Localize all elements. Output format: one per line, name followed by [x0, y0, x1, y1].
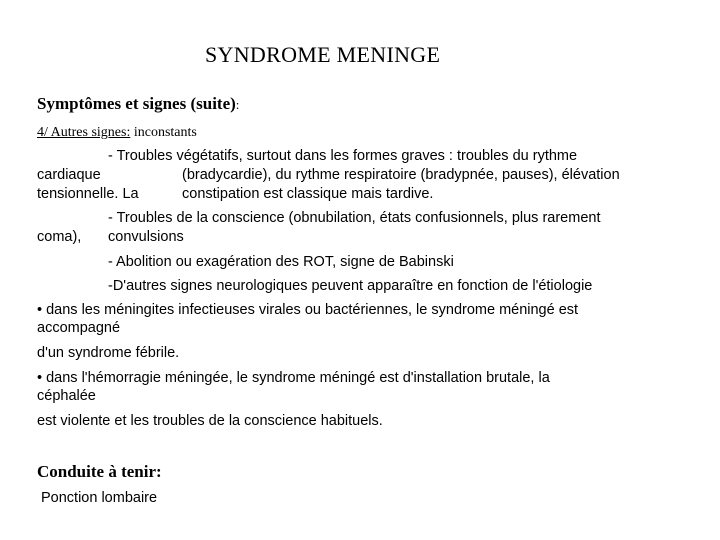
symptoms-heading-colon: :: [235, 97, 240, 112]
text-line: • dans les méningites infectieuses virales ou bactériennes, le syndrome méningé est: [37, 302, 579, 318]
text-line: - Troubles végétatifs, surtout dans les formes graves : troubles du rythme: [108, 148, 578, 164]
text-line: -D'autres signes neurologiques peuvent apparaître en fonction de l'étiologie: [108, 278, 593, 294]
text-line: convulsions: [108, 229, 184, 245]
other-signs-qualifier: inconstants: [130, 125, 197, 140]
other-signs-label: 4/ Autres signes:: [37, 125, 131, 140]
text-line: céphalée: [37, 388, 96, 404]
text-line: • dans l'hémorragie méningée, le syndrome méningé est d'installation brutale, la: [37, 370, 550, 386]
text-line: est violente et les troubles de la conscience habituels.: [37, 413, 383, 429]
text-line: (bradycardie), du rythme respiratoire (bradypnée, pauses), élévation: [182, 167, 620, 183]
text-line: constipation est classique mais tardive.: [182, 186, 434, 202]
text-line: - Abolition ou exagération des ROT, signe de Babinski: [108, 254, 454, 270]
text-line: - Troubles de la conscience (obnubilation, états confusionnels, plus rarement: [108, 210, 601, 226]
text-line: coma),: [37, 229, 82, 245]
conduite-text: Ponction lombaire: [41, 490, 158, 506]
symptoms-heading-text: Symptômes et signes (suite): [37, 94, 236, 113]
other-signs-subheading: [37, 125, 197, 141]
text-line: tensionnelle. La: [37, 186, 139, 202]
conduite-heading: Conduite à tenir:: [37, 462, 162, 481]
text-line: accompagné: [37, 320, 121, 336]
text-line: cardiaque: [37, 167, 101, 183]
text-line: d'un syndrome fébrile.: [37, 345, 180, 361]
symptoms-heading: [37, 94, 239, 114]
page-title: SYNDROME MENINGE: [205, 42, 441, 67]
